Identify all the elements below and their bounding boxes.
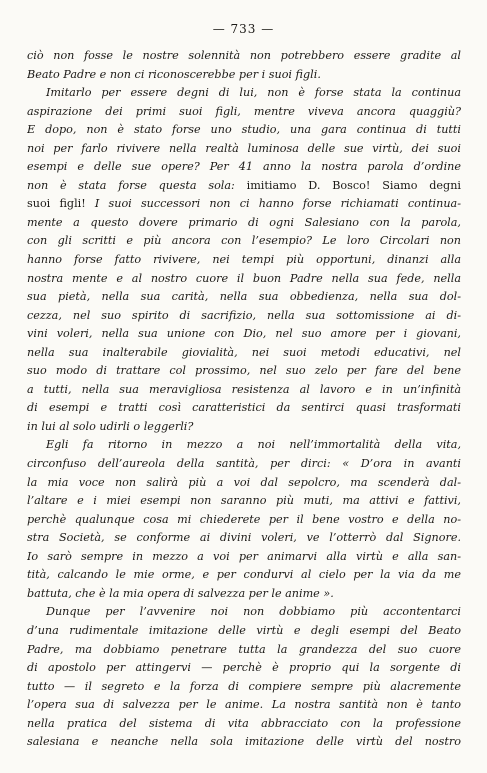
text-line: cezza, nel suo spirito di sacrifizio, nella sua sottomissione ai di- bbox=[27, 308, 461, 322]
text-line: mente a questo dovere primario di ogni Salesiano con la parola, bbox=[27, 215, 461, 229]
text-line: hanno forse fatto rivivere, nei tempi più opportuni, dinanzi alla bbox=[27, 253, 461, 267]
text-line: battuta, che è la mia opera di salvezza per le anime ». bbox=[27, 586, 334, 600]
text-line: Imitarlo per essere degni di lui, non è forse stata la continua bbox=[46, 86, 461, 100]
text-line: suo modo di trattare col prossimo, nel suo zelo per fare del bene bbox=[27, 364, 461, 378]
text-line: con gli scritti e più ancora con l’esempio? Le loro Circolari non bbox=[27, 234, 461, 248]
text-line: noi per farlo rivivere nella realtà luminosa delle sue virtù, dei suoi bbox=[27, 141, 461, 155]
text-line: l’altare e i miei esempi non saranno più muti, ma attivi e fattivi, bbox=[27, 494, 461, 508]
text-line: ciò non fosse le nostre solennità non potrebbero essere gradite al bbox=[27, 49, 461, 62]
text-line: Egli fa ritorno in mezzo a noi nell’immortalità della vita, bbox=[46, 438, 461, 452]
text-line: circonfuso dell’aureola della santità, per dirci: « D’ora in avanti bbox=[27, 457, 461, 471]
text-line: E dopo, non è stato forse uno studio, una gara continua di tutti bbox=[27, 123, 461, 137]
text-line: nella sua inalterabile giovialità, nei suoi metodi educativi, nel bbox=[27, 345, 461, 359]
body-text bbox=[27, 47, 461, 752]
text-line: esempi e delle sue opere? Per 41 anno la nostra parola d’ordine bbox=[27, 160, 461, 174]
text-line: sua pietà, nella sua carità, nella sua obbedienza, nella sua dol- bbox=[27, 290, 461, 304]
text-line: a tutti, nella sua meravigliosa resistenza al lavoro e in un’infinità bbox=[27, 382, 461, 396]
text-line: di apostolo per attingervi — perchè è proprio qui la sorgente di bbox=[27, 661, 461, 675]
text-line: di esempi e tratti così caratteristici da sentirci quasi trasformati bbox=[27, 401, 461, 415]
text-line: nostra mente e al nostro cuore il buon Padre nella sua fede, nella bbox=[27, 271, 461, 285]
text-line: Beato Padre e non ci riconoscerebbe per i suoi figli. bbox=[27, 67, 321, 81]
text-line: suoi figli! I suoi successori non ci hanno forse richiamati continua- bbox=[27, 197, 461, 211]
text-line: non è stata forse questa sola: imitiamo D. Bosco! Siamo degni bbox=[27, 178, 461, 192]
page-number: — 733 — bbox=[212, 22, 275, 36]
text-line: tutto — il segreto e la forza di compiere sempre più alacremente bbox=[27, 679, 461, 693]
text-line: nella pratica del sistema di vita abbracciato con la professione bbox=[27, 716, 461, 730]
text-line: Padre, ma dobbiamo penetrare tutta la grandezza del suo cuore bbox=[27, 642, 461, 656]
text-line: stra Società, se conforme ai divini voleri, ve l’otterrò dal Signore. bbox=[27, 531, 461, 545]
text-line: tità, calcando le mie orme, e per condurvi al cielo per la via da me bbox=[27, 568, 461, 582]
text-line: Dunque per l’avvenire noi non dobbiamo più accontentarci bbox=[46, 605, 461, 619]
text-line: aspirazione dei primi suoi figli, mentre viveva ancora quaggiù? bbox=[27, 104, 461, 118]
text-line: l’opera sua di salvezza per le anime. La nostra santità non è tanto bbox=[27, 698, 461, 712]
text-line: vini voleri, nella sua unione con Dio, nel suo amore per i giovani, bbox=[27, 327, 461, 341]
text-line: Io sarò sempre in mezzo a voi per animarvi alla virtù e alla san- bbox=[27, 549, 461, 563]
text-line: salesiana e neanche nella sola imitazione delle virtù del nostro bbox=[27, 735, 461, 749]
text-line: d’una rudimentale imitazione delle virtù e degli esempi del Beato bbox=[27, 623, 461, 637]
text-line: perchè qualunque cosa mi chiederete per il bene vostro e della no- bbox=[27, 512, 461, 526]
text-line: la mia voce non salirà più a voi dal sepolcro, ma scenderà dal- bbox=[27, 475, 461, 489]
text-line: in lui al solo udirli o leggerli? bbox=[27, 419, 194, 433]
